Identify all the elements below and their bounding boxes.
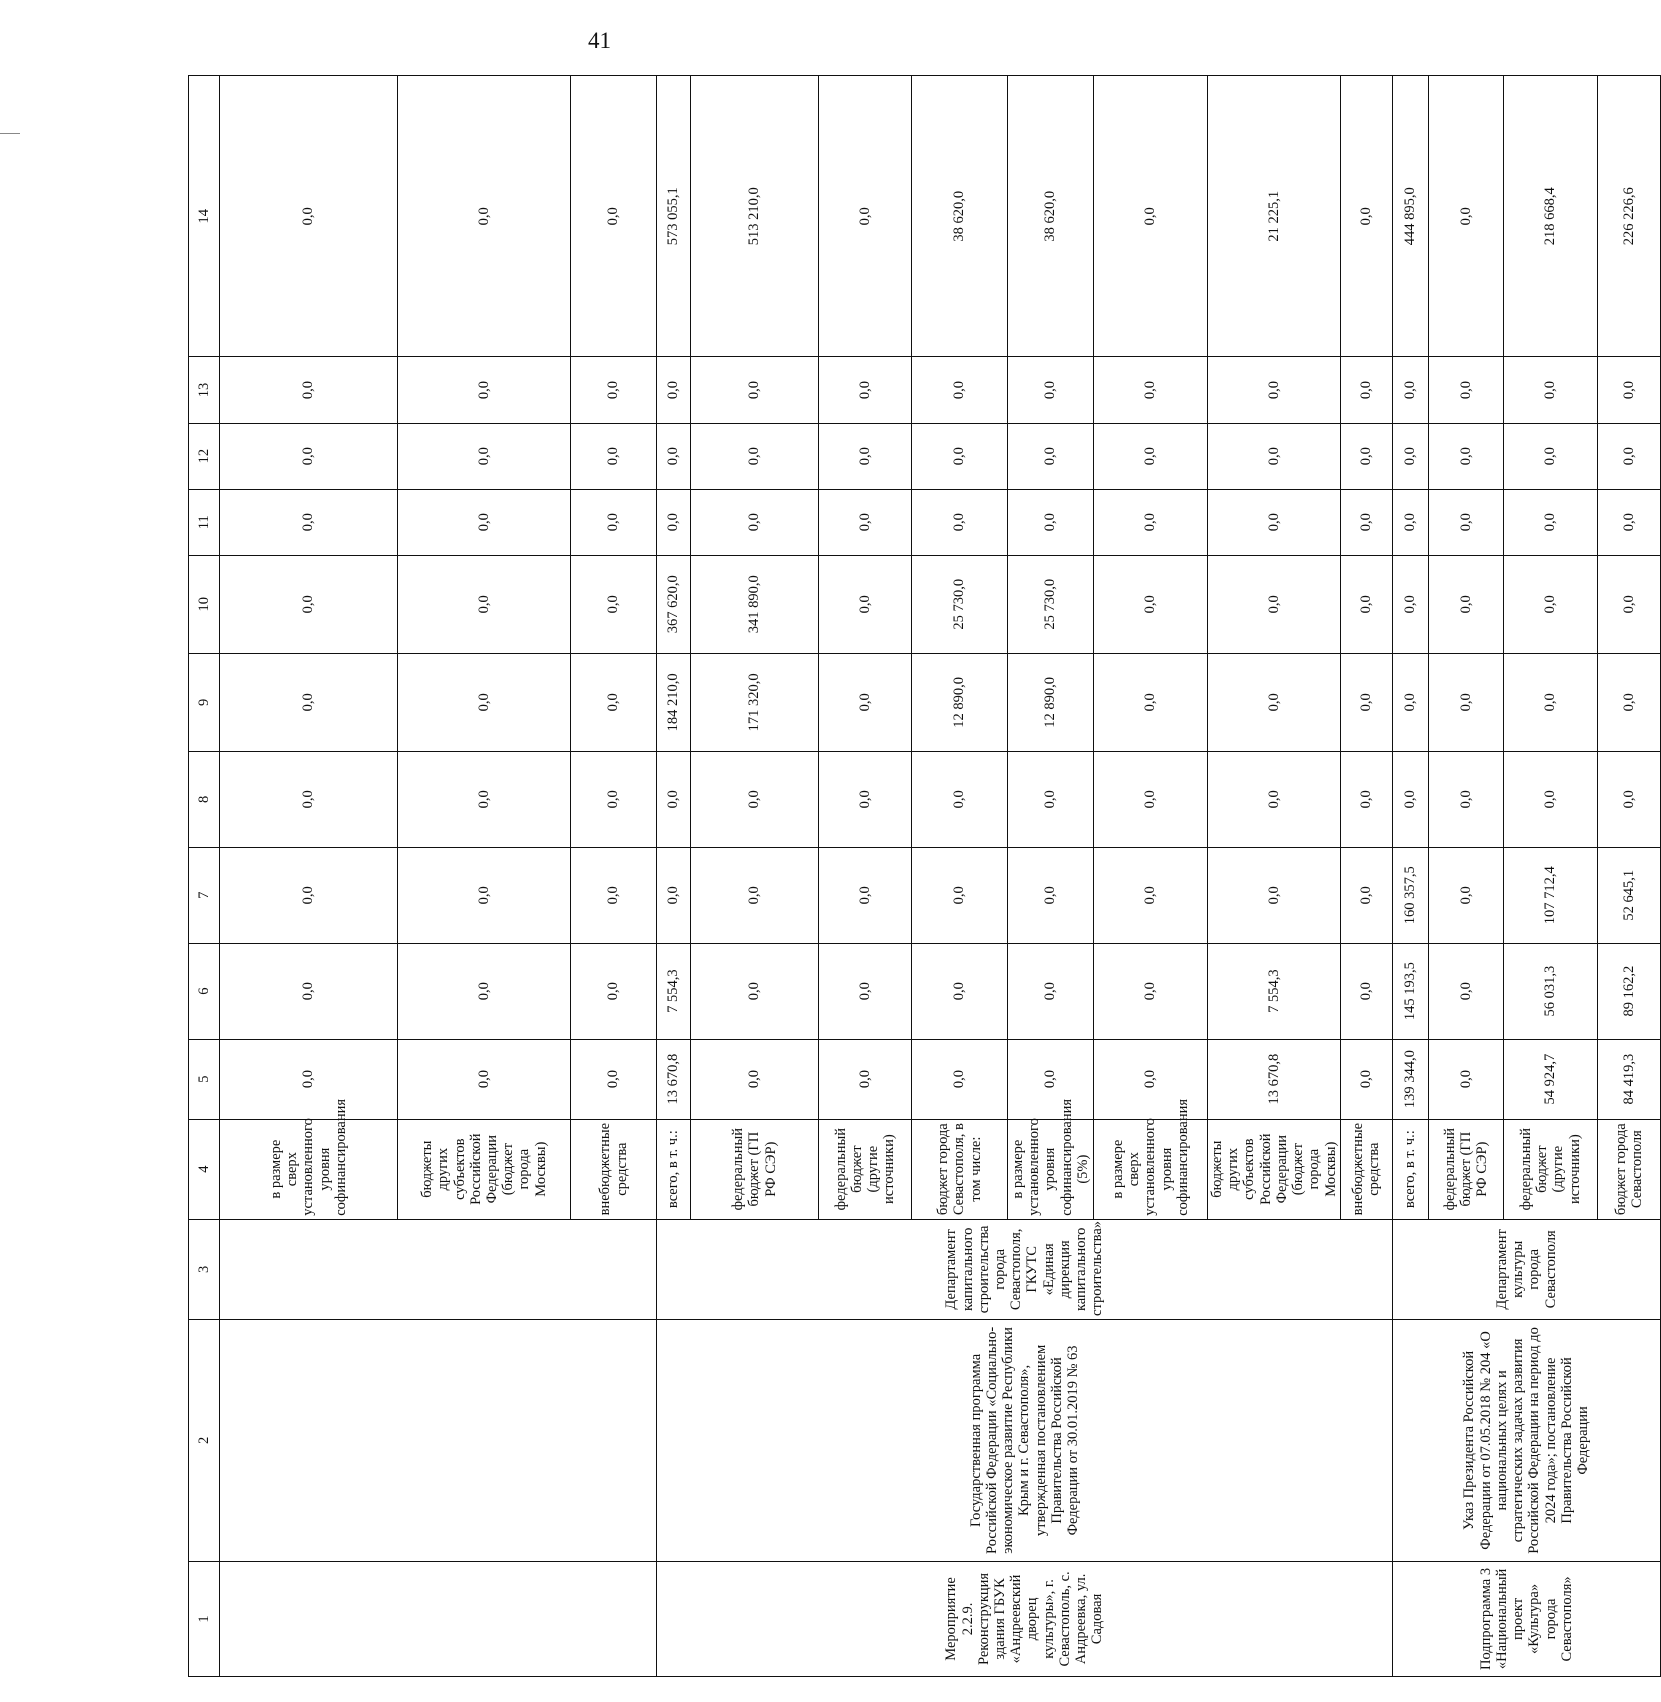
value-cell: 0,0 xyxy=(1340,653,1392,751)
value-cell: 0,0 xyxy=(220,76,398,358)
funding-source-cell: всего, в т. ч.: xyxy=(1392,1119,1428,1219)
block-measure-2-2-9 xyxy=(657,76,1393,1677)
funding-source-cell: федеральный бюджет (ГП РФ СЭР) xyxy=(691,1119,819,1219)
value-cell: 12 890,0 xyxy=(912,653,1008,751)
value-cell: 0,0 xyxy=(1503,653,1597,751)
value-cell: 0,0 xyxy=(691,489,819,555)
value-cell: 218 668,4 xyxy=(1503,76,1597,358)
value-cell: 0,0 xyxy=(398,653,571,751)
value-cell: 21 225,1 xyxy=(1208,76,1341,358)
value-cell: 25 730,0 xyxy=(1008,555,1094,653)
value-cell: 0,0 xyxy=(657,751,691,847)
value-cell: 0,0 xyxy=(571,423,657,489)
value-cell: 0,0 xyxy=(819,653,912,751)
value-cell: 0,0 xyxy=(1208,423,1341,489)
value-cell: 0,0 xyxy=(657,357,691,423)
table-row xyxy=(220,76,398,1677)
value-cell: 0,0 xyxy=(1008,943,1094,1039)
value-cell: 0,0 xyxy=(398,555,571,653)
value-cell: 0,0 xyxy=(1392,653,1428,751)
funding-source-cell: федеральный бюджет (ГП РФ СЭР) xyxy=(1428,1119,1503,1219)
value-cell: 0,0 xyxy=(1392,489,1428,555)
value-cell: 0,0 xyxy=(220,555,398,653)
value-cell: 0,0 xyxy=(1503,357,1597,423)
value-cell: 0,0 xyxy=(1503,751,1597,847)
value-cell: 38 620,0 xyxy=(912,76,1008,358)
column-header: 9 xyxy=(189,653,220,751)
value-cell: 0,0 xyxy=(1392,423,1428,489)
measure-name-cell: Подпрограмма 3 «Национальный проект «Культура» города Севастополя» xyxy=(1392,1561,1660,1676)
value-cell: 226 226,6 xyxy=(1597,76,1660,358)
value-cell: 7 554,3 xyxy=(1208,943,1341,1039)
value-cell: 0,0 xyxy=(398,847,571,943)
value-cell: 0,0 xyxy=(1008,357,1094,423)
column-header: 7 xyxy=(189,847,220,943)
value-cell: 0,0 xyxy=(220,653,398,751)
value-cell: 0,0 xyxy=(571,489,657,555)
value-cell: 0,0 xyxy=(571,847,657,943)
value-cell: 0,0 xyxy=(1392,555,1428,653)
value-cell: 25 730,0 xyxy=(912,555,1008,653)
measure-name-cell: Мероприятие 2.2.9. Реконструкция здания ГБУК «Андреевский дворец культуры», г. Севастополь, с. Андреевка, ул. Садовая xyxy=(657,1561,1393,1676)
value-cell: 84 419,3 xyxy=(1597,1039,1660,1119)
column-header: 3 xyxy=(189,1219,220,1319)
value-cell: 0,0 xyxy=(220,943,398,1039)
value-cell: 0,0 xyxy=(819,76,912,358)
value-cell: 0,0 xyxy=(1094,1039,1208,1119)
value-cell: 0,0 xyxy=(912,751,1008,847)
column-header: 13 xyxy=(189,357,220,423)
value-cell: 0,0 xyxy=(220,357,398,423)
basis-cell xyxy=(220,1319,657,1561)
basis-cell: Указ Президента Российской Федерации от 07.05.2018 № 204 «О национальных целях и стратегических задачах развития Российской Федерации на период до 2024 года»; постановление Правительства Российской Федерации xyxy=(1392,1319,1660,1561)
value-cell: 0,0 xyxy=(1428,555,1503,653)
basis-cell: Государственная программа Российской Федерации «Социально-экономическое развитие Республики Крым и г. Севастополя», утвержденная постановлением Правительства Российской Федерации от 30.01.2019 № 63 xyxy=(657,1319,1393,1561)
value-cell: 0,0 xyxy=(819,847,912,943)
value-cell: 0,0 xyxy=(1094,653,1208,751)
column-header: 14 xyxy=(189,76,220,358)
value-cell: 0,0 xyxy=(657,423,691,489)
value-cell: 0,0 xyxy=(1208,653,1341,751)
value-cell: 12 890,0 xyxy=(1008,653,1094,751)
value-cell: 0,0 xyxy=(1340,847,1392,943)
value-cell: 0,0 xyxy=(1597,653,1660,751)
value-cell: 0,0 xyxy=(571,943,657,1039)
value-cell: 0,0 xyxy=(1428,1039,1503,1119)
value-cell: 0,0 xyxy=(571,1039,657,1119)
value-cell: 0,0 xyxy=(691,357,819,423)
value-cell: 0,0 xyxy=(1340,943,1392,1039)
value-cell: 0,0 xyxy=(571,357,657,423)
page-number: 41 xyxy=(588,28,611,53)
value-cell: 0,0 xyxy=(1597,357,1660,423)
funding-source-cell: бюджет города Севастополя xyxy=(1597,1119,1660,1219)
value-cell: 0,0 xyxy=(912,943,1008,1039)
value-cell: 54 924,7 xyxy=(1503,1039,1597,1119)
value-cell: 341 890,0 xyxy=(691,555,819,653)
value-cell: 0,0 xyxy=(220,1039,398,1119)
value-cell: 184 210,0 xyxy=(657,653,691,751)
funding-source-cell: всего, в т. ч.: xyxy=(657,1119,691,1219)
value-cell: 38 620,0 xyxy=(1008,76,1094,358)
value-cell: 0,0 xyxy=(398,423,571,489)
value-cell: 0,0 xyxy=(912,423,1008,489)
value-cell: 0,0 xyxy=(1208,555,1341,653)
value-cell: 0,0 xyxy=(398,751,571,847)
value-cell: 0,0 xyxy=(1428,76,1503,358)
value-cell: 0,0 xyxy=(1340,751,1392,847)
value-cell: 367 620,0 xyxy=(657,555,691,653)
value-cell: 0,0 xyxy=(1428,423,1503,489)
column-header: 8 xyxy=(189,751,220,847)
value-cell: 0,0 xyxy=(220,489,398,555)
funding-source-cell: в размере сверх установленного уровня софинансирования xyxy=(1094,1119,1208,1219)
funding-source-cell: внебюджетные средства xyxy=(571,1119,657,1219)
column-header: 5 xyxy=(189,1039,220,1119)
value-cell: 0,0 xyxy=(1094,751,1208,847)
value-cell: 0,0 xyxy=(1597,423,1660,489)
value-cell: 0,0 xyxy=(912,1039,1008,1119)
value-cell: 0,0 xyxy=(691,847,819,943)
value-cell: 0,0 xyxy=(571,76,657,358)
margin-mark xyxy=(0,133,20,134)
value-cell: 139 344,0 xyxy=(1392,1039,1428,1119)
value-cell: 0,0 xyxy=(1208,357,1341,423)
value-cell: 0,0 xyxy=(1340,357,1392,423)
value-cell: 0,0 xyxy=(1597,489,1660,555)
value-cell: 0,0 xyxy=(1094,489,1208,555)
value-cell: 0,0 xyxy=(398,943,571,1039)
column-header: 11 xyxy=(189,489,220,555)
value-cell: 0,0 xyxy=(691,423,819,489)
value-cell: 0,0 xyxy=(1094,555,1208,653)
executor-cell: Департамент культуры города Севастополя xyxy=(1392,1219,1660,1319)
value-cell: 0,0 xyxy=(571,555,657,653)
value-cell: 0,0 xyxy=(691,751,819,847)
value-cell: 0,0 xyxy=(1597,555,1660,653)
value-cell: 0,0 xyxy=(1428,943,1503,1039)
value-cell: 0,0 xyxy=(1208,489,1341,555)
value-cell: 0,0 xyxy=(912,357,1008,423)
value-cell: 0,0 xyxy=(1094,847,1208,943)
value-cell: 0,0 xyxy=(819,751,912,847)
column-header: 12 xyxy=(189,423,220,489)
value-cell: 0,0 xyxy=(1428,489,1503,555)
value-cell: 0,0 xyxy=(819,423,912,489)
funding-source-cell: бюджеты других субъектов Российской Федерации (бюджет города Москвы) xyxy=(398,1119,571,1219)
value-cell: 89 162,2 xyxy=(1597,943,1660,1039)
executor-cell xyxy=(220,1219,657,1319)
value-cell: 56 031,3 xyxy=(1503,943,1597,1039)
value-cell: 0,0 xyxy=(1392,357,1428,423)
value-cell: 0,0 xyxy=(1008,847,1094,943)
table-row xyxy=(657,76,691,1677)
value-cell: 0,0 xyxy=(398,76,571,358)
value-cell: 0,0 xyxy=(1094,76,1208,358)
value-cell: 0,0 xyxy=(220,847,398,943)
executor-cell: Департамент капитального строительства города Севастополя, ГКУТС «Единая дирекция капитального строительства» xyxy=(657,1219,1393,1319)
value-cell: 0,0 xyxy=(1503,555,1597,653)
block-continuation xyxy=(220,76,657,1677)
funding-source-cell: внебюджетные средства xyxy=(1340,1119,1392,1219)
value-cell: 0,0 xyxy=(1340,1039,1392,1119)
value-cell: 0,0 xyxy=(819,489,912,555)
value-cell: 0,0 xyxy=(1008,1039,1094,1119)
column-header: 1 xyxy=(189,1561,220,1676)
column-header: 6 xyxy=(189,943,220,1039)
value-cell: 0,0 xyxy=(691,943,819,1039)
value-cell: 13 670,8 xyxy=(657,1039,691,1119)
budget-table xyxy=(188,75,1661,1677)
value-cell: 13 670,8 xyxy=(1208,1039,1341,1119)
value-cell: 513 210,0 xyxy=(691,76,819,358)
value-cell: 0,0 xyxy=(657,489,691,555)
value-cell: 0,0 xyxy=(1392,751,1428,847)
table-row xyxy=(1392,76,1428,1677)
measure-name-cell xyxy=(220,1561,657,1676)
value-cell: 0,0 xyxy=(1428,653,1503,751)
value-cell: 107 712,4 xyxy=(1503,847,1597,943)
funding-source-cell: в размере установленного уровня софинансирования (5%) xyxy=(1008,1119,1094,1219)
value-cell: 0,0 xyxy=(912,489,1008,555)
value-cell: 0,0 xyxy=(1208,751,1341,847)
value-cell: 145 193,5 xyxy=(1392,943,1428,1039)
funding-source-cell: бюджеты других субъектов Российской Федерации (бюджет города Москвы) xyxy=(1208,1119,1341,1219)
value-cell: 0,0 xyxy=(571,653,657,751)
value-cell: 0,0 xyxy=(398,357,571,423)
value-cell: 0,0 xyxy=(1340,76,1392,358)
value-cell: 0,0 xyxy=(691,1039,819,1119)
value-cell: 0,0 xyxy=(1340,423,1392,489)
value-cell: 0,0 xyxy=(398,1039,571,1119)
column-header: 2 xyxy=(189,1319,220,1561)
funding-source-cell: федеральный бюджет (другие источники) xyxy=(1503,1119,1597,1219)
value-cell: 0,0 xyxy=(398,489,571,555)
value-cell: 0,0 xyxy=(1428,751,1503,847)
value-cell: 0,0 xyxy=(819,357,912,423)
value-cell: 0,0 xyxy=(1428,357,1503,423)
block-subprogram-3 xyxy=(1392,76,1660,1677)
value-cell: 52 645,1 xyxy=(1597,847,1660,943)
value-cell: 0,0 xyxy=(1597,751,1660,847)
funding-source-cell: бюджет города Севастополя, в том числе: xyxy=(912,1119,1008,1219)
value-cell: 0,0 xyxy=(1428,847,1503,943)
value-cell: 0,0 xyxy=(220,751,398,847)
value-cell: 0,0 xyxy=(1008,751,1094,847)
funding-source-cell: федеральный бюджет (другие источники) xyxy=(819,1119,912,1219)
value-cell: 0,0 xyxy=(1503,423,1597,489)
value-cell: 7 554,3 xyxy=(657,943,691,1039)
value-cell: 0,0 xyxy=(657,847,691,943)
value-cell: 0,0 xyxy=(1503,489,1597,555)
value-cell: 0,0 xyxy=(571,751,657,847)
value-cell: 444 895,0 xyxy=(1392,76,1428,358)
value-cell: 0,0 xyxy=(1094,423,1208,489)
column-header: 4 xyxy=(189,1119,220,1219)
value-cell: 0,0 xyxy=(1094,943,1208,1039)
value-cell: 0,0 xyxy=(819,1039,912,1119)
value-cell: 160 357,5 xyxy=(1392,847,1428,943)
value-cell: 0,0 xyxy=(1094,357,1208,423)
value-cell: 0,0 xyxy=(220,423,398,489)
value-cell: 0,0 xyxy=(1008,489,1094,555)
value-cell: 0,0 xyxy=(912,847,1008,943)
rotated-table-container xyxy=(188,75,1645,1677)
value-cell: 0,0 xyxy=(1008,423,1094,489)
column-header: 10 xyxy=(189,555,220,653)
funding-source-cell: в размере сверх установленного уровня софинансирования xyxy=(220,1119,398,1219)
header-row xyxy=(189,76,220,1677)
value-cell: 0,0 xyxy=(819,943,912,1039)
value-cell: 0,0 xyxy=(1340,489,1392,555)
value-cell: 0,0 xyxy=(1208,847,1341,943)
value-cell: 573 055,1 xyxy=(657,76,691,358)
value-cell: 0,0 xyxy=(1340,555,1392,653)
value-cell: 0,0 xyxy=(819,555,912,653)
value-cell: 171 320,0 xyxy=(691,653,819,751)
